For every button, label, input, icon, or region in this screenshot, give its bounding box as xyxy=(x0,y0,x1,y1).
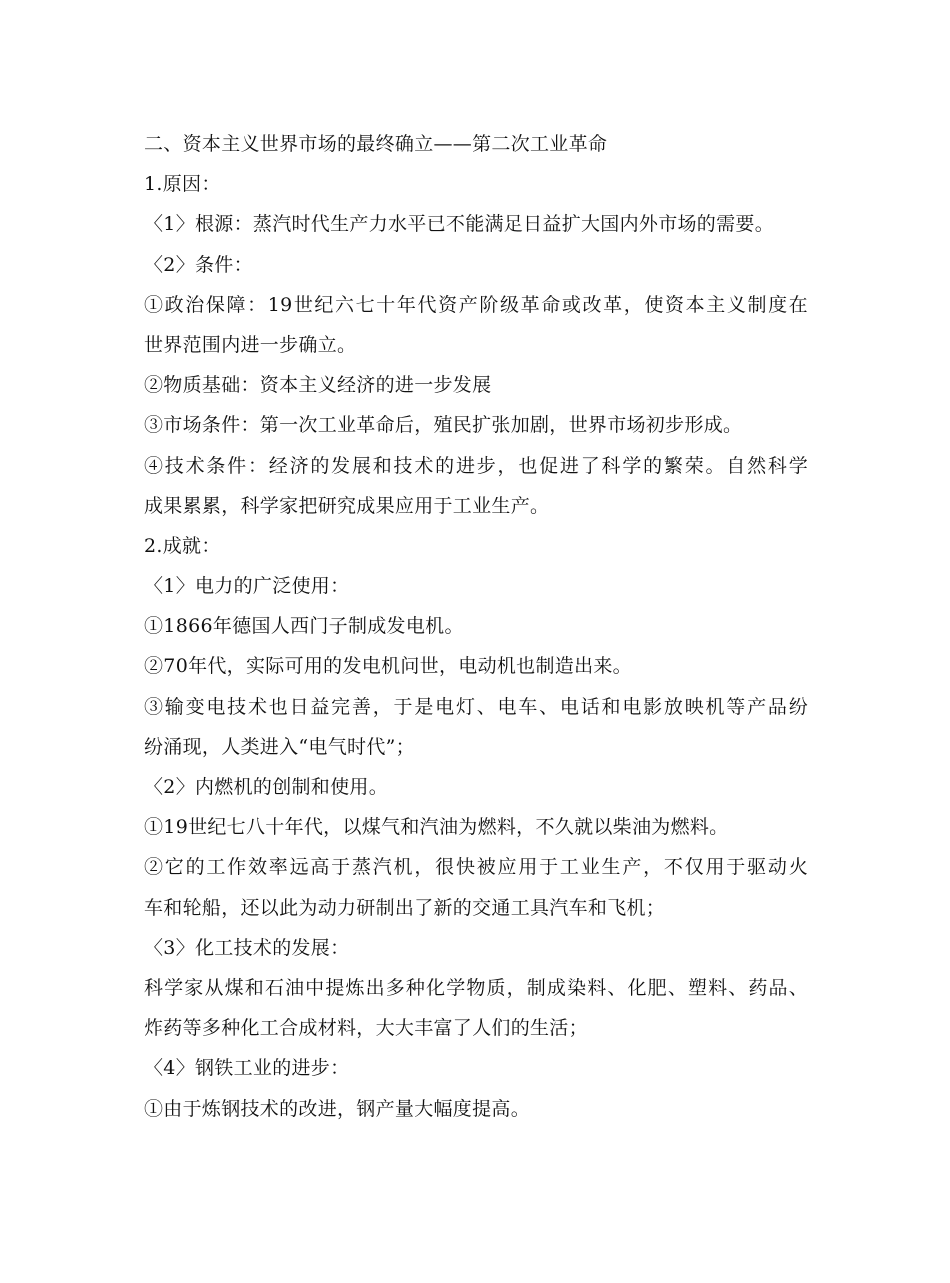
paragraph-line: ②它的工作效率远高于蒸汽机，很快被应用于工业生产，不仅用于驱动火 xyxy=(144,856,808,879)
paragraph-line: 炸药等多种化工合成材料，大大丰富了人们的生活； xyxy=(144,1017,588,1040)
paragraph-line: ①由于炼钢技术的改进，钢产量大幅度提高。 xyxy=(144,1097,531,1120)
paragraph-line: 〈2〉内燃机的创制和使用。 xyxy=(144,776,388,798)
paragraph-line: 〈1〉电力的广泛使用： xyxy=(144,575,350,598)
paragraph-line: 〈1〉根源：蒸汽时代生产力水平已不能满足日益扩大国内外市场的需要。 xyxy=(144,213,774,236)
paragraph-line: 〈4〉钢铁工业的进步： xyxy=(144,1057,350,1080)
paragraph-line: 纷涌现，人类进入“电气时代”； xyxy=(144,735,415,758)
subheading-causes: 1.原因： xyxy=(144,173,221,196)
paragraph-line: 科学家从煤和石油中提炼出多种化学物质，制成染料、化肥、塑料、药品、 xyxy=(144,976,808,999)
paragraph-line: 世界范围内进一步确立。 xyxy=(144,333,357,356)
paragraph-line: 成果累累，科学家把研究成果应用于工业生产。 xyxy=(144,494,550,517)
paragraph-line: ④技术条件：经济的发展和技术的进步，也促进了科学的繁荣。自然科学 xyxy=(144,454,808,477)
paragraph-line: 〈3〉化工技术的发展： xyxy=(144,936,350,959)
section-heading: 二、资本主义世界市场的最终确立——第二次工业革命 xyxy=(144,133,608,155)
paragraph-line: ①19世纪七八十年代，以煤气和汽油为燃料，不久就以柴油为燃料。 xyxy=(144,816,729,839)
subheading-achievements: 2.成就： xyxy=(144,534,221,557)
paragraph-line: ③输变电技术也日益完善，于是电灯、电车、电话和电影放映机等产品纷 xyxy=(144,695,808,718)
paragraph-line: 〈2〉条件： xyxy=(144,253,253,276)
document-body xyxy=(144,124,808,1129)
paragraph-line: ②物质基础：资本主义经济的进一步发展 xyxy=(144,374,492,397)
paragraph-line: ①政治保障：19世纪六七十年代资产阶级革命或改革，使资本主义制度在 xyxy=(144,293,808,316)
paragraph-line: ①1866年德国人西门子制成发电机。 xyxy=(144,615,464,638)
paragraph-line: 车和轮船，还以此为动力研制出了新的交通工具汽车和飞机； xyxy=(144,896,666,919)
paragraph-line: ②70年代，实际可用的发电机问世，电动机也制造出来。 xyxy=(144,655,632,678)
paragraph-line: ③市场条件：第一次工业革命后，殖民扩张加剧，世界市场初步形成。 xyxy=(144,414,743,437)
